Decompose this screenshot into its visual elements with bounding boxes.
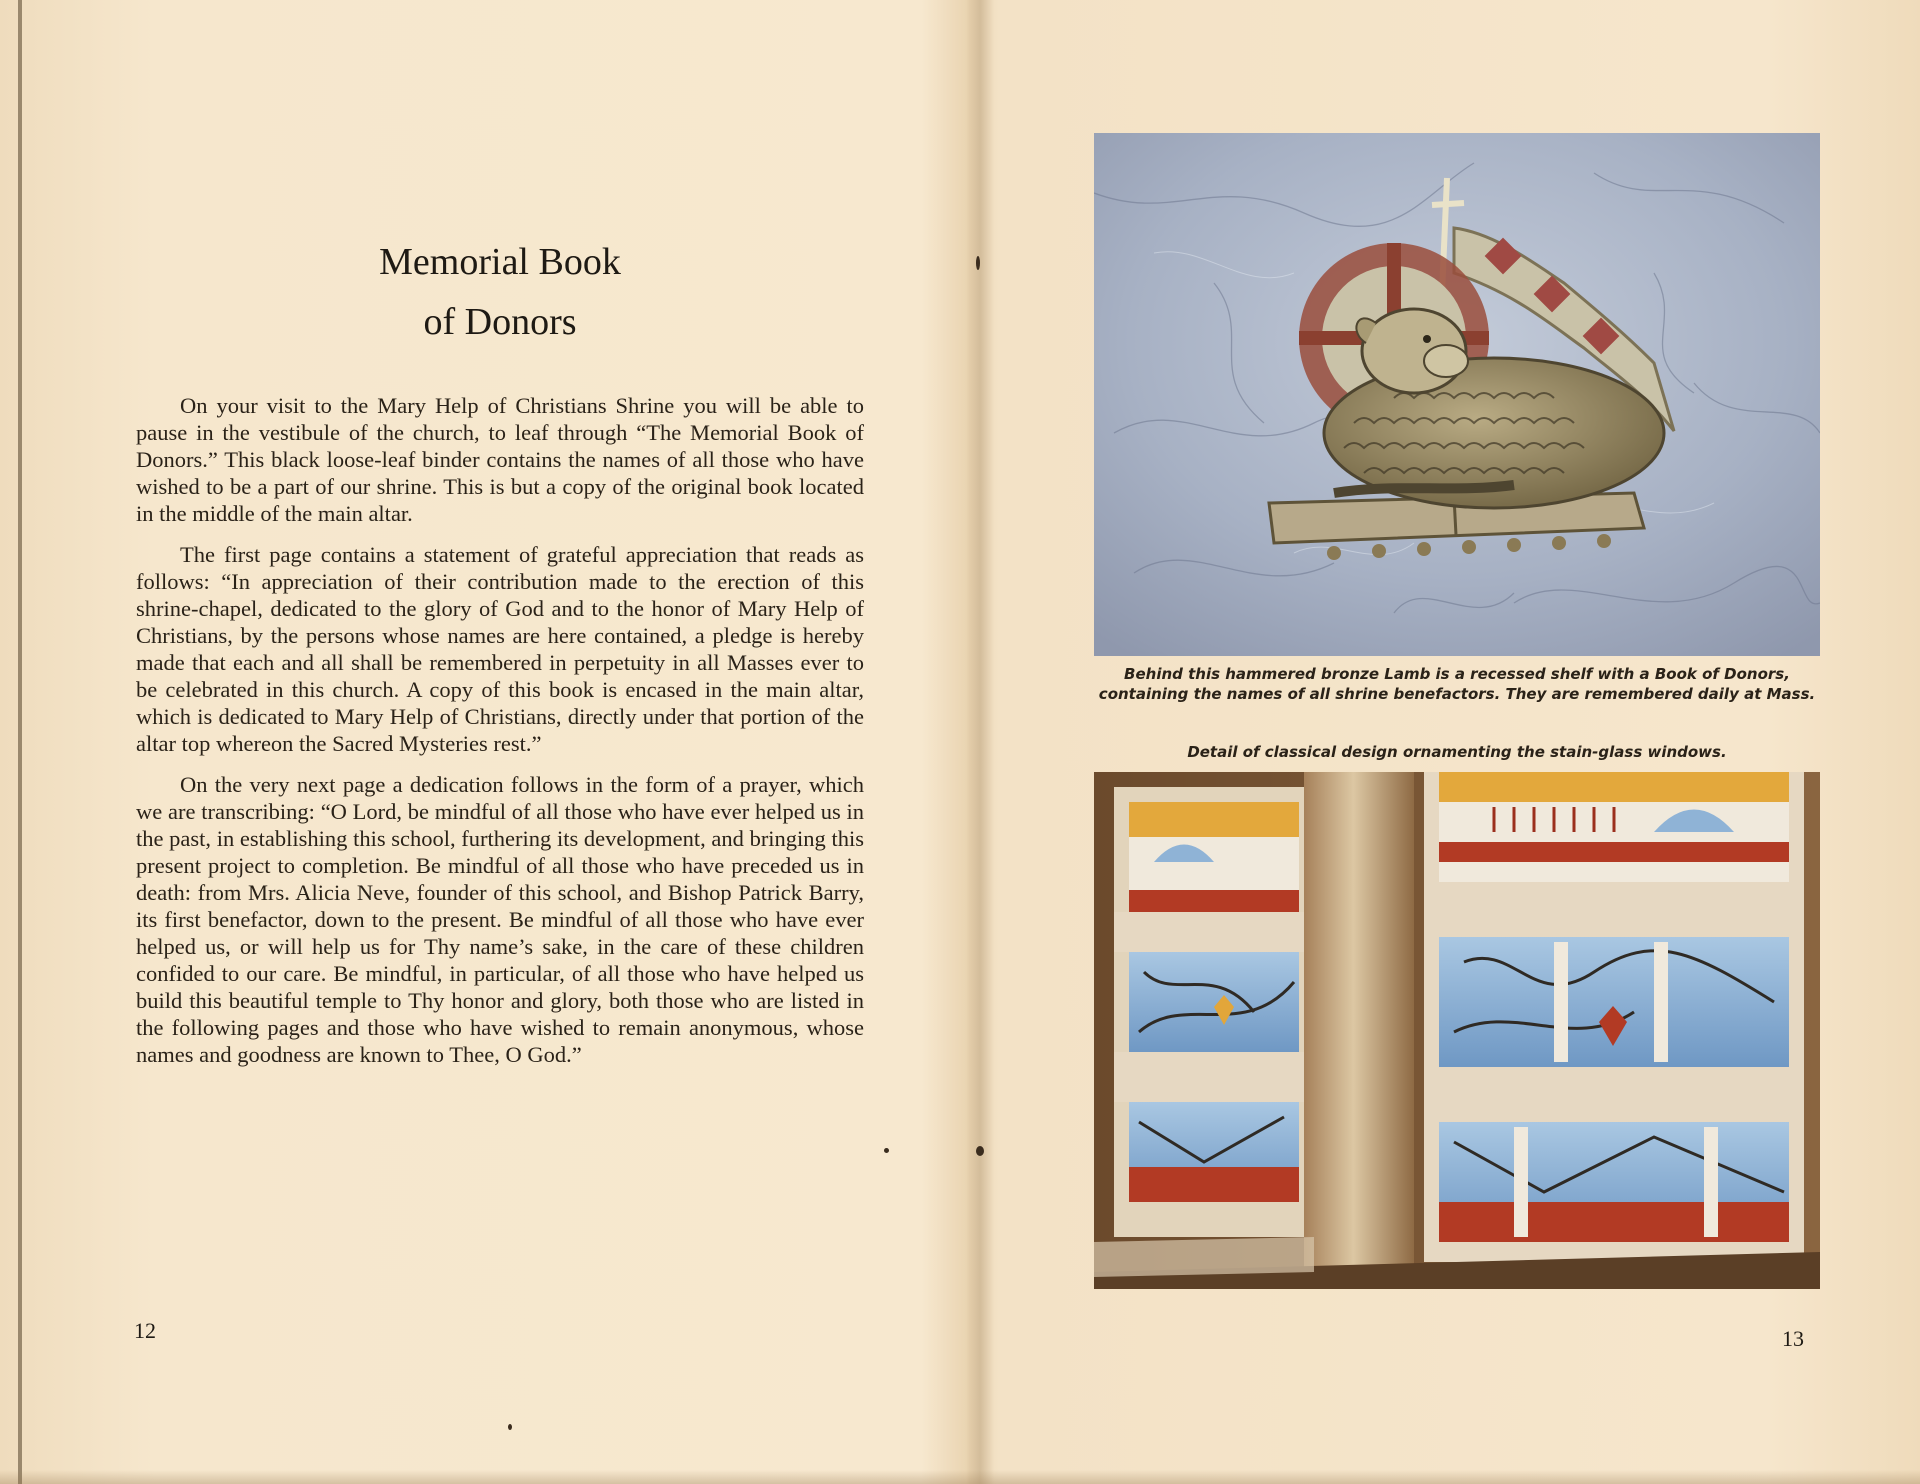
paper-speck <box>508 1424 512 1430</box>
staple-mark <box>976 1146 984 1156</box>
caption-lamb: Behind this hammered bronze Lamb is a recessed shelf with a Book of Donors, containing the names of all shrine benefactors. They are remembered daily at Mass. <box>1098 665 1816 703</box>
paper-speck <box>884 1148 889 1153</box>
paragraph-prayer: On the very next page a dedication follows in the form of a prayer, which we are transcribing: “O Lord, be mindful of all those who have ever helped us in the past, in establishing this school, furthering its development, and bringing this present project to completion. Be mindful of all those who have preceded us in death: from Mrs. Alicia Neve, founder of this school, and Bishop Patrick Barry, its first benefactor, down to the present. Be mindful of all those who have ever helped us, or will help us for Thy name’s sake, in the care of these children confided to our care. Be mindful, in particular, of all those who have helped us build this beautiful temple to Thy honor and glory, both those who are listed in the following pages and those who have wished to remain anonymous, whose names and goodness are known to Thee, O God.” <box>136 772 864 1067</box>
body-text <box>136 392 864 1082</box>
stained-glass-windows-photo <box>1094 772 1820 1289</box>
paragraph-intro: On your visit to the Mary Help of Christians Shrine you will be able to pause in the vestibule of the church, to leaf through “The Memorial Book of Donors.” This black loose-leaf binder contains the names of all those who have wished to be a part of our shrine. This is but a copy of the original book located in the middle of the main altar. <box>136 393 864 526</box>
staple-mark <box>976 256 980 270</box>
spine-gutter <box>966 0 994 1484</box>
caption-windows: Detail of classical design ornamenting the stain-glass windows. <box>1187 743 1727 761</box>
page-bottom-edge <box>0 1470 1920 1484</box>
bronze-lamb-photo <box>1094 133 1820 656</box>
paragraph-statement: The first page contains a statement of grateful appreciation that reads as follows: “In appreciation of their contribution made to the erection of this shrine-chapel, dedicated to the glory of God and to the honor of Mary Help of Christians, by the persons whose names are here contained, a pledge is hereby made that each and all shall be remembered in perpetuity in all Masses ever to be celebrated in this church. A copy of this book is encased in the main altar, which is dedicated to Mary Help of Christians, directly under that portion of the altar top whereon the Sacred Mysteries rest.” <box>136 542 864 756</box>
page-number-right: 13 <box>1782 1326 1804 1351</box>
page-title <box>136 232 864 352</box>
page-number-left: 12 <box>134 1318 156 1343</box>
title-line-1: Memorial Book <box>379 241 621 283</box>
title-line-2: of Donors <box>423 301 577 343</box>
